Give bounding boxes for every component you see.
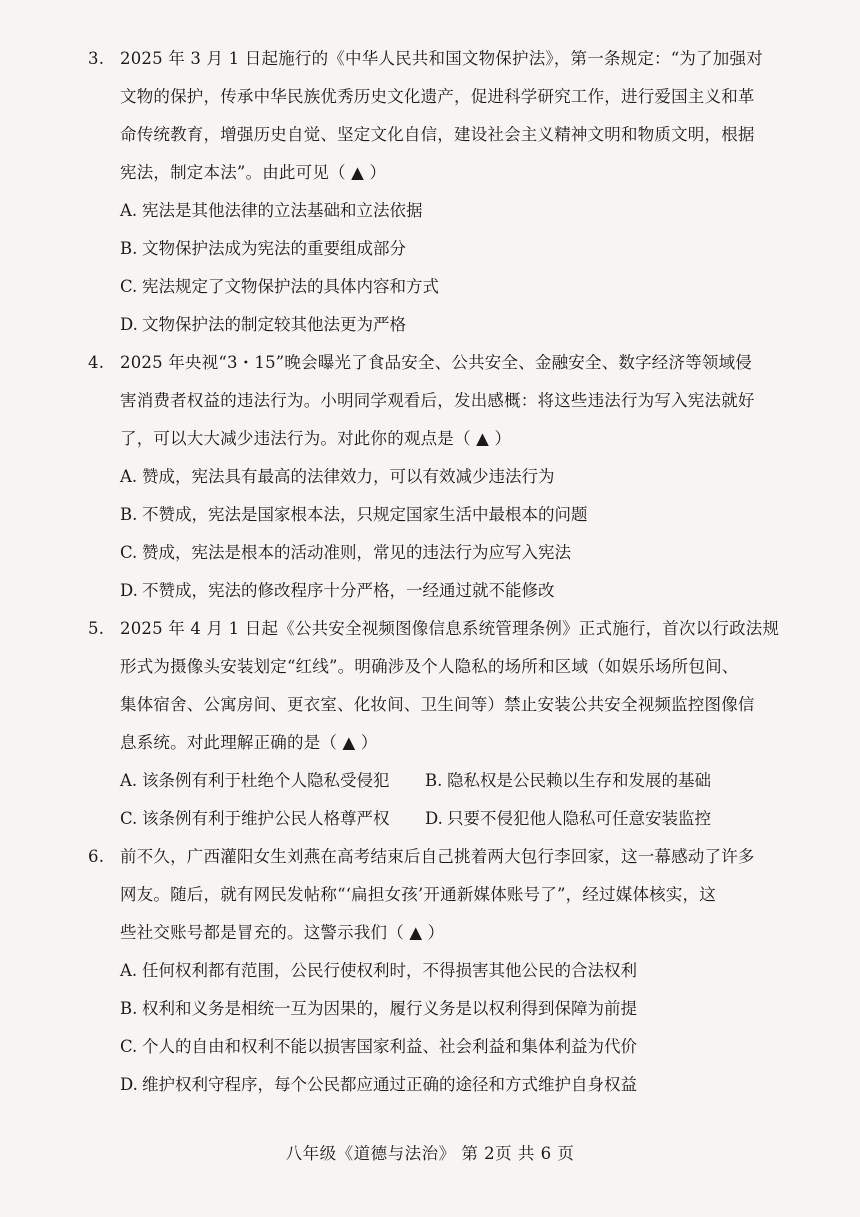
option-letter: A. xyxy=(120,201,138,220)
question-5-text-4: 息系统。对此理解正确的是（ ▲ ） xyxy=(120,733,378,752)
option-letter: B. xyxy=(120,999,138,1018)
question-6-text-3: 些社交账号都是冒充的。这警示我们（ ▲ ） xyxy=(120,923,445,942)
option-letter: A. xyxy=(120,961,138,980)
question-3-line-2 xyxy=(120,78,770,116)
question-6-option-b[interactable] xyxy=(120,990,637,1028)
question-3-text-1: 2025 年 3 月 1 日起施行的《中华人民共和国文物保护法》，第一条规定：“为了加强对 xyxy=(120,49,763,68)
question-3-text-3: 命传统教育，增强历史自觉、坚定文化自信，建设社会主义精神文明和物质文明，根据 xyxy=(120,125,755,144)
option-letter: D. xyxy=(120,1075,138,1094)
question-4-option-a[interactable] xyxy=(120,458,588,496)
option-text: 个人的自由和权利不能以损害国家利益、社会利益和集体利益为代价 xyxy=(142,1037,637,1056)
option-letter: A. xyxy=(120,467,138,486)
option-text: 隐私权是公民赖以生存和发展的基础 xyxy=(447,771,711,790)
question-3-option-c[interactable] xyxy=(120,268,439,306)
question-4-option-b[interactable] xyxy=(120,496,588,534)
question-6-option-d[interactable] xyxy=(120,1066,637,1104)
question-5-line-1 xyxy=(88,610,780,648)
question-3-options xyxy=(120,192,439,344)
question-3-line-4 xyxy=(120,154,770,192)
question-3-number: 3. xyxy=(88,49,105,68)
option-text: 文物保护法的制定较其他法更为严格 xyxy=(142,315,406,334)
question-4-text-1: 2025 年央视“3・15”晚会曝光了食品安全、公共安全、金融安全、数字经济等领域侵 xyxy=(120,353,752,372)
option-text: 权利和义务是相统一互为因果的，履行义务是以权利得到保障为前提 xyxy=(142,999,637,1018)
question-4-number: 4. xyxy=(88,353,105,372)
question-4-line-3 xyxy=(120,420,770,458)
option-letter: A. xyxy=(120,771,138,790)
question-5-option-b[interactable] xyxy=(425,762,730,800)
question-5-options-row-2 xyxy=(120,800,730,838)
option-letter: B. xyxy=(120,505,138,524)
option-letter: C. xyxy=(120,277,138,296)
option-letter: C. xyxy=(120,543,138,562)
option-letter: D. xyxy=(120,315,138,334)
question-6 xyxy=(88,838,770,952)
option-text: 文物保护法成为宪法的重要组成部分 xyxy=(142,239,406,258)
question-5-number: 5. xyxy=(88,619,105,638)
option-text: 只要不侵犯他人隐私可任意安装监控 xyxy=(447,809,711,828)
question-6-line-1 xyxy=(88,838,770,876)
question-5-line-3 xyxy=(120,686,770,724)
question-3-text-2: 文物的保护，传承中华民族优秀历史文化遗产，促进科学研究工作，进行爱国主义和革 xyxy=(120,87,755,106)
option-letter: B. xyxy=(425,771,443,790)
question-5-text-2: 形式为摄像头安装划定“红线”。明确涉及个人隐私的场所和区域（如娱乐场所包间、 xyxy=(120,657,739,676)
question-6-option-c[interactable] xyxy=(120,1028,637,1066)
question-3 xyxy=(88,40,770,192)
option-text: 任何权利都有范围，公民行使权利时，不得损害其他公民的合法权利 xyxy=(142,961,637,980)
question-6-options xyxy=(120,952,637,1104)
option-letter: D. xyxy=(425,809,443,828)
option-text: 维护权利守程序，每个公民都应通过正确的途径和方式维护自身权益 xyxy=(142,1075,637,1094)
question-5-option-c[interactable] xyxy=(120,800,425,838)
question-4-option-c[interactable] xyxy=(120,534,588,572)
question-5-text-1: 2025 年 4 月 1 日起《公共安全视频图像信息系统管理条例》正式施行，首次以行政法规 xyxy=(120,619,780,638)
question-4-line-1 xyxy=(88,344,770,382)
question-3-option-d[interactable] xyxy=(120,306,439,344)
question-6-line-3 xyxy=(120,914,770,952)
question-6-number: 6. xyxy=(88,847,105,866)
option-text: 不赞成，宪法的修改程序十分严格，一经通过就不能修改 xyxy=(142,581,555,600)
option-letter: C. xyxy=(120,1037,138,1056)
option-text: 该条例有利于维护公民人格尊严权 xyxy=(142,809,390,828)
question-3-text-4: 宪法，制定本法”。由此可见（ ▲ ） xyxy=(120,163,387,182)
question-5 xyxy=(88,610,780,762)
question-5-options-row-1 xyxy=(120,762,730,800)
option-text: 赞成，宪法是根本的活动准则，常见的违法行为应写入宪法 xyxy=(142,543,571,562)
option-text: 宪法规定了文物保护法的具体内容和方式 xyxy=(142,277,439,296)
question-3-option-a[interactable] xyxy=(120,192,439,230)
question-5-text-3: 集体宿舍、公寓房间、更衣室、化妆间、卫生间等）禁止安装公共安全视频监控图像信 xyxy=(120,695,755,714)
question-6-line-2 xyxy=(120,876,770,914)
question-5-line-2 xyxy=(120,648,770,686)
question-6-text-2: 网友。随后，就有网民发帖称“‘扁担女孩’开通新媒体账号了”，经过媒体核实，这 xyxy=(120,885,716,904)
question-3-line-1 xyxy=(88,40,770,78)
question-3-line-3 xyxy=(120,116,770,154)
option-letter: C. xyxy=(120,809,138,828)
question-4-text-3: 了，可以大大减少违法行为。对此你的观点是（ ▲ ） xyxy=(120,429,512,448)
question-5-line-4 xyxy=(120,724,770,762)
question-4-line-2 xyxy=(120,382,770,420)
question-5-options xyxy=(120,762,730,838)
question-6-text-1: 前不久，广西灌阳女生刘燕在高考结束后自己挑着两大包行李回家，这一幕感动了许多 xyxy=(120,847,755,866)
question-4-options xyxy=(120,458,588,610)
question-4 xyxy=(88,344,770,458)
question-4-option-d[interactable] xyxy=(120,572,588,610)
option-text: 宪法是其他法律的立法基础和立法依据 xyxy=(142,201,423,220)
option-text: 该条例有利于杜绝个人隐私受侵犯 xyxy=(142,771,390,790)
option-text: 不赞成，宪法是国家根本法，只规定国家生活中最根本的问题 xyxy=(142,505,588,524)
question-3-option-b[interactable] xyxy=(120,230,439,268)
question-6-option-a[interactable] xyxy=(120,952,637,990)
question-4-text-2: 害消费者权益的违法行为。小明同学观看后，发出感概：将这些违法行为写入宪法就好 xyxy=(120,391,755,410)
question-5-option-d[interactable] xyxy=(425,800,730,838)
page-footer: 八年级《道德与法治》 第 2页 共 6 页 xyxy=(285,1144,575,1163)
option-letter: B. xyxy=(120,239,138,258)
option-text: 赞成，宪法具有最高的法律效力，可以有效减少违法行为 xyxy=(142,467,555,486)
option-letter: D. xyxy=(120,581,138,600)
question-5-option-a[interactable] xyxy=(120,762,425,800)
